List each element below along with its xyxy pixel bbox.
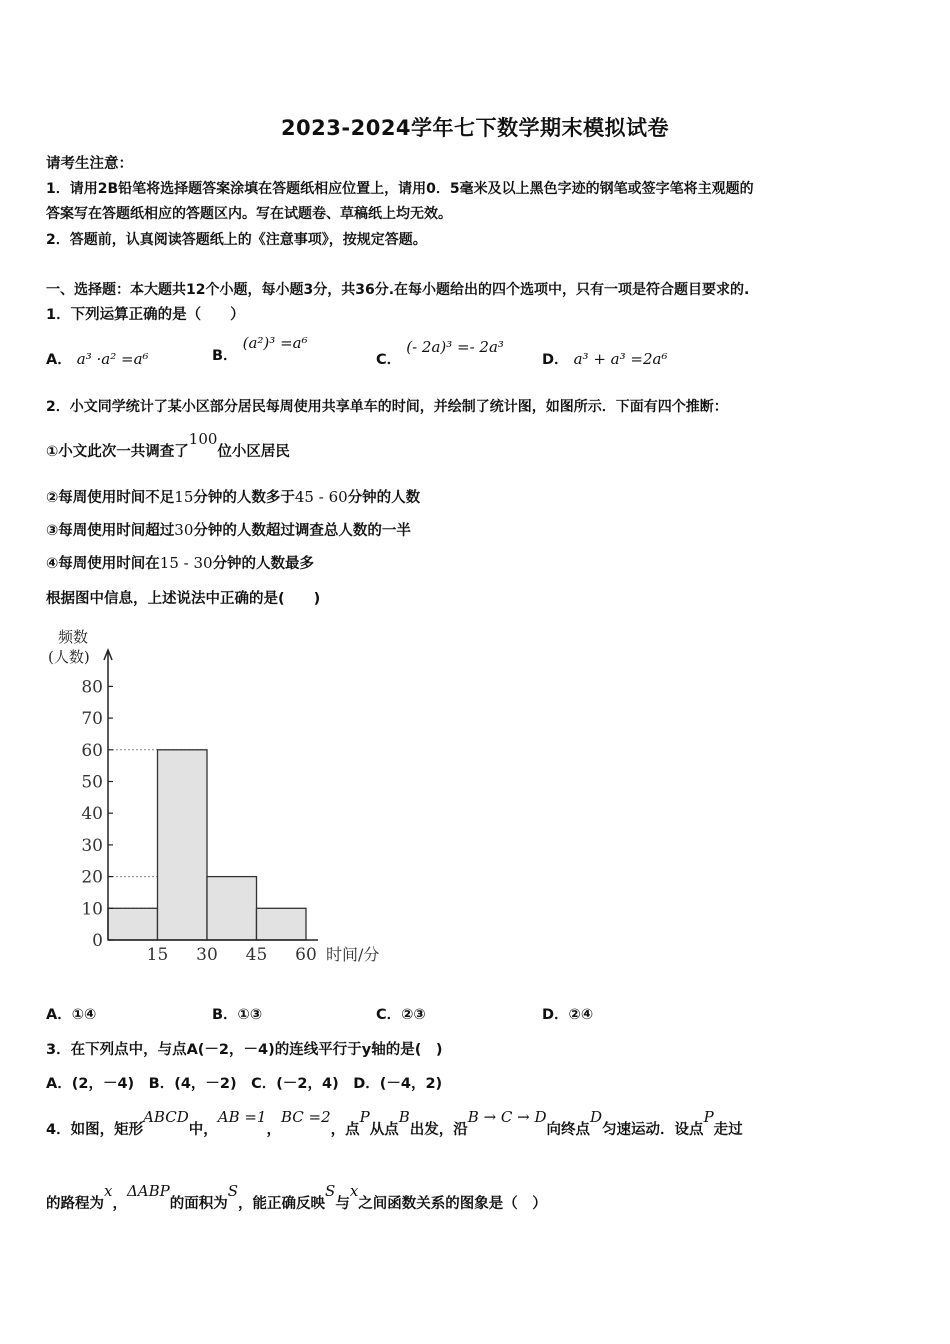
q4-text-9: 走过: [713, 1122, 743, 1138]
q1-option-a: [46, 348, 149, 369]
y-tick-label-80: 80: [81, 677, 103, 698]
q1-b-expr: (a²)³ =a⁶: [242, 334, 308, 352]
q3-options: A．(2，－4) B．(4，－2) C．(－2，4) D．(－4，2): [46, 1076, 443, 1092]
histogram-bar-2: [158, 750, 208, 940]
q4-text-14: 与: [335, 1196, 350, 1212]
x-tick-label-15: 15: [146, 945, 169, 965]
y-tick-label-30: 30: [81, 835, 103, 856]
q4-text-3: ，: [266, 1122, 281, 1138]
notice-item-1b: 答案写在答题纸相应的答题区内。写在试题卷、草稿纸上均无效。: [46, 206, 452, 222]
q2-option-a: A．①④: [46, 1007, 97, 1023]
q4-line-1: [46, 1108, 743, 1139]
q4-math-10: ΔABP: [126, 1182, 170, 1200]
q2-s3-number: 30: [174, 521, 194, 539]
q4-text-12: 的面积为: [169, 1196, 228, 1212]
q1-option-d: [542, 348, 667, 369]
q4-text-2: 中，: [188, 1122, 218, 1138]
q3-stem: 3．在下列点中，与点A(－2，－4)的连线平行于y轴的是( ): [46, 1042, 443, 1058]
q4-math-6: B → C → D: [467, 1108, 547, 1126]
notice-item-1a: 1．请用2B铅笔将选择题答案涂填在答题纸相应位置上，请用0．5毫米及以上黑色字迹的钢笔或签字笔将主观题的: [46, 181, 754, 197]
q4-math-2: AB =1: [217, 1108, 267, 1126]
y-tick-label-50: 50: [81, 772, 103, 793]
q4-math-11: S: [227, 1182, 239, 1200]
q2-option-b: B．①③: [212, 1007, 263, 1023]
q2-s2-text-c: 分钟的人数: [347, 490, 421, 506]
q4-text-15: 之间函数关系的图象是（ ）: [358, 1196, 547, 1212]
q4-text-13: ，能正确反映: [238, 1196, 326, 1212]
q2-s2-number-1: 15: [174, 488, 194, 506]
histogram-bar-3: [207, 877, 257, 940]
q2-ask: 根据图中信息，上述说法中正确的是( ): [46, 591, 321, 607]
q2-s2-number-2: 45 - 60: [294, 488, 348, 506]
notice-heading: 请考生注意：: [46, 156, 133, 172]
q4-text-1: 4．如图，矩形: [46, 1122, 144, 1138]
q4-math-5: B: [398, 1108, 410, 1126]
q4-math-3: BC =2: [280, 1108, 331, 1126]
y-tick-label-70: 70: [81, 709, 103, 730]
q1-a-expr: a³ ·a² =a⁶: [76, 350, 149, 368]
y-tick-label-40: 40: [81, 804, 103, 825]
page-title: 2023-2024学年七下数学期末模拟试卷: [280, 116, 670, 140]
q4-math-9: x: [104, 1182, 113, 1200]
q4-math-1: ABCD: [143, 1108, 189, 1126]
q2-s4-text-a: ④每周使用时间在: [46, 556, 160, 572]
q2-s1-text-a: ①小文此次一共调查了: [46, 444, 189, 460]
q4-math-7: D: [590, 1108, 603, 1126]
q2-s2-text-b: 分钟的人数多于: [193, 490, 295, 506]
y-tick-label-20: 20: [81, 867, 103, 888]
q4-math-13: x: [349, 1182, 359, 1200]
y-tick-label-10: 10: [81, 899, 103, 920]
q2-s1-text-b: 位小区居民: [217, 444, 290, 460]
q4-text-6: 出发，沿: [409, 1122, 468, 1138]
q1-d-expr: a³ + a³ =2a⁶: [573, 350, 668, 368]
q4-text-4: ，点: [330, 1122, 360, 1138]
q2-statement-1: [46, 430, 290, 461]
histogram-bar-4: [257, 908, 307, 940]
y-tick-label-60: 60: [81, 740, 103, 761]
q2-statement-2: [46, 486, 420, 507]
y-axis-label-line2: (人数): [48, 648, 90, 666]
q4-math-12: S: [325, 1182, 336, 1200]
q1-stem: 1．下列运算正确的是（ ）: [46, 307, 245, 323]
q4-text-5: 从点: [369, 1122, 399, 1138]
q2-s3-text-a: ③每周使用时间超过: [46, 523, 175, 539]
q4-text-10: 的路程为: [46, 1196, 104, 1212]
y-axis-label-line1: 频数: [58, 628, 89, 646]
q4-text-8: 匀速运动．设点: [602, 1122, 704, 1138]
q2-s2-text-a: ②每周使用时间不足: [46, 490, 175, 506]
q4-text-11: ，: [112, 1196, 127, 1212]
q1-c-expr: (- 2a)³ =- 2a³: [406, 338, 504, 356]
q1-option-b: [212, 334, 308, 365]
q1-d-label: D．: [542, 352, 569, 368]
q1-b-label: B．: [212, 348, 238, 364]
x-tick-label-30: 30: [196, 945, 218, 965]
notice-item-2: 2．答题前，认真阅读答题纸上的《注意事项》，按规定答题。: [46, 232, 427, 248]
q1-option-c: [376, 338, 504, 369]
q2-s3-text-b: 分钟的人数超过调查总人数的一半: [193, 523, 411, 539]
x-axis-label: 时间/分: [326, 945, 380, 964]
q2-s1-number: 100: [188, 430, 218, 448]
q1-c-label: C．: [376, 352, 402, 368]
q2-statement-4: [46, 552, 314, 573]
section-heading: 一、选择题：本大题共12个小题，每小题3分，共36分.在每小题给出的四个选项中，只有一项是符合题目要求的.: [46, 282, 750, 298]
q2-option-d: D．②④: [542, 1007, 594, 1023]
histogram-chart: [44, 618, 394, 968]
q4-line-2: [46, 1182, 547, 1213]
q4-text-7: 向终点: [546, 1122, 591, 1138]
y-tick-label-0: 0: [92, 931, 103, 951]
x-tick-label-45: 45: [245, 945, 268, 965]
q4-math-4: P: [359, 1108, 370, 1126]
q2-s4-number: 15 - 30: [159, 554, 213, 572]
histogram-bar-1: [108, 908, 158, 940]
q4-math-8: P: [703, 1108, 714, 1126]
q2-s4-text-b: 分钟的人数最多: [212, 556, 315, 572]
q1-a-label: A．: [46, 352, 72, 368]
q2-statement-3: [46, 519, 411, 540]
q2-option-c: C．②③: [376, 1007, 426, 1023]
x-tick-label-60: 60: [295, 945, 317, 965]
q2-stem: 2．小文同学统计了某小区部分居民每周使用共享单车的时间，并绘制了统计图，如图所示．下面有四个推断：: [46, 399, 728, 415]
